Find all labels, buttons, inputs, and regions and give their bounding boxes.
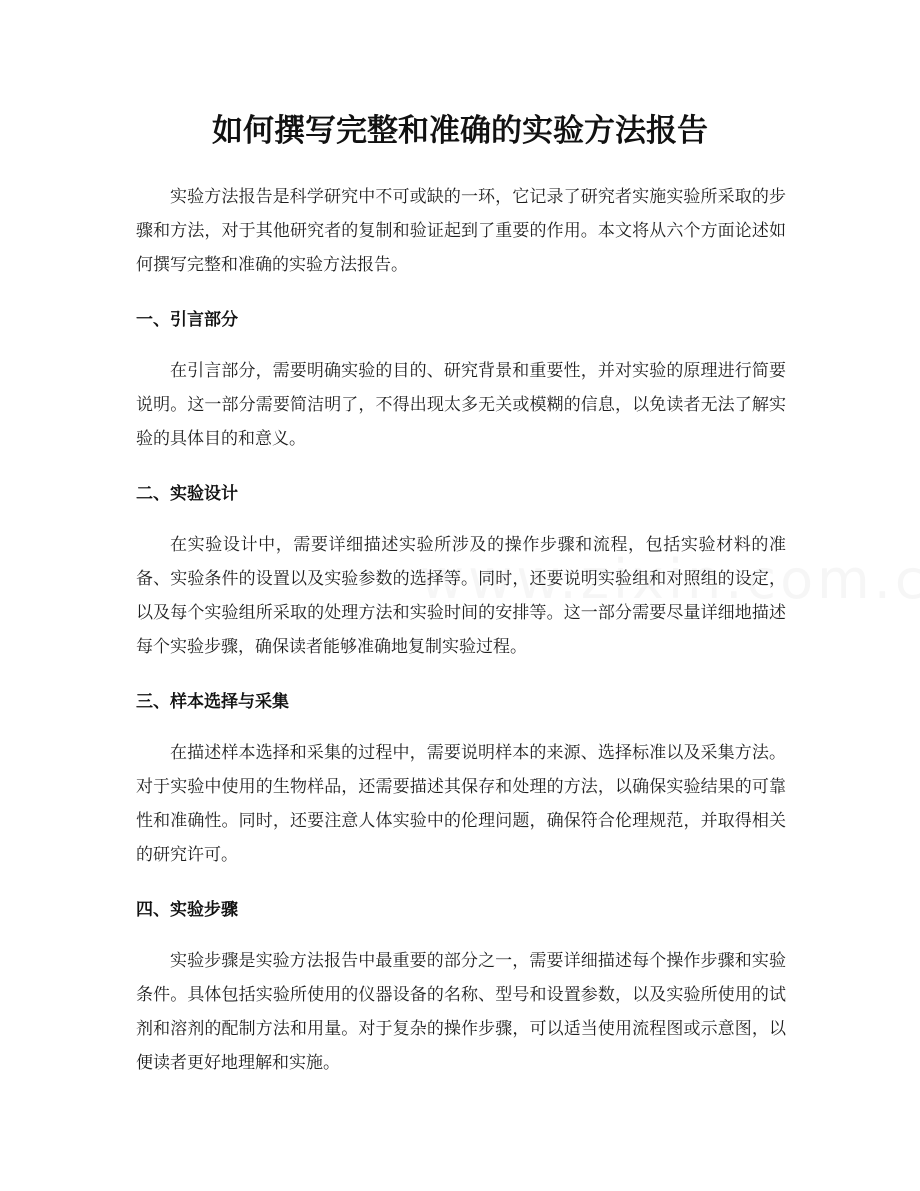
section-experiment-design [136, 478, 786, 664]
document-title: 如何撰写完整和准确的实验方法报告 [212, 113, 708, 149]
document-body [136, 180, 786, 1102]
section-experiment-steps [136, 894, 786, 1080]
section-heading: 三、样本选择与采集 [136, 692, 289, 712]
section-intro [136, 304, 786, 456]
section-paragraph: 在描述样本选择和采集的过程中，需要说明样本的来源、选择标准以及采集方法。对于实验中使用的生物样品，还需要描述其保存和处理的方法，以确保实验结果的可靠性和准确性。同时，还要注意人体实验中的伦理问题，确保符合伦理规范，并取得相关的研究许可。 [136, 743, 786, 865]
section-sample-selection [136, 686, 786, 872]
section-paragraph: 实验步骤是实验方法报告中最重要的部分之一，需要详细描述每个操作步骤和实验条件。具体包括实验所使用的仪器设备的名称、型号和设置参数，以及实验所使用的试剂和溶剂的配制方法和用量。对于复杂的操作步骤，可以适当使用流程图或示意图，以便读者更好地理解和实施。 [136, 951, 786, 1073]
section-paragraph: 在实验设计中，需要详细描述实验所涉及的操作步骤和流程，包括实验材料的准备、实验条件的设置以及实验参数的选择等。同时，还要说明实验组和对照组的设定，以及每个实验组所采取的处理方法和实验时间的安排等。这一部分需要尽量详细地描述每个实验步骤，确保读者能够准确地复制实验过程。 [136, 535, 786, 657]
section-paragraph: 在引言部分，需要明确实验的目的、研究背景和重要性，并对实验的原理进行简要说明。这一部分需要简洁明了，不得出现太多无关或模糊的信息，以免读者无法了解实验的具体目的和意义。 [136, 361, 786, 449]
intro-paragraph: 实验方法报告是科学研究中不可或缺的一环，它记录了研究者实施实验所采取的步骤和方法，对于其他研究者的复制和验证起到了重要的作用。本文将从六个方面论述如何撰写完整和准确的实验方法报告。 [136, 187, 786, 275]
section-heading: 二、实验设计 [136, 484, 238, 504]
section-heading: 一、引言部分 [136, 310, 238, 330]
section-heading: 四、实验步骤 [136, 900, 238, 920]
